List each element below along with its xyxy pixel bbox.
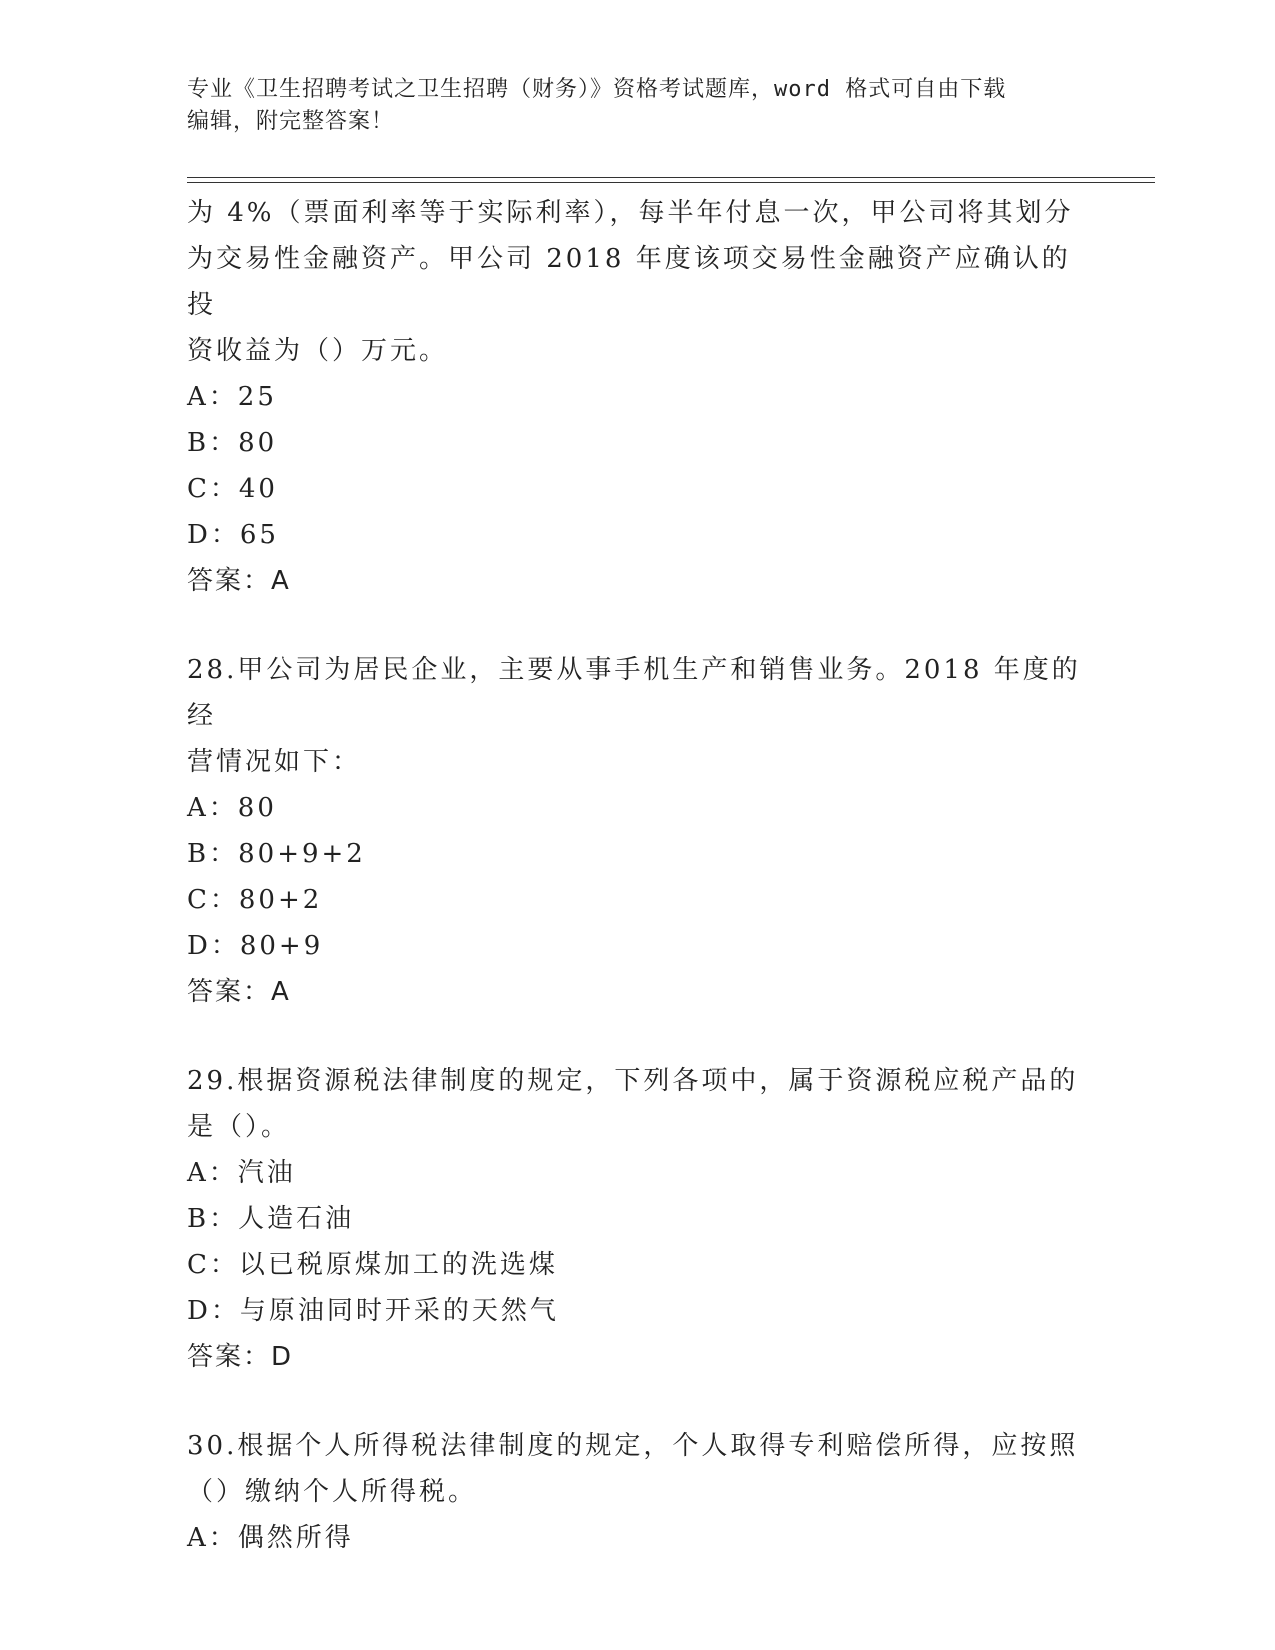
answer-line: 答案：D xyxy=(187,1342,294,1372)
question-text-line: 28.甲公司为居民企业，主要从事手机生产和销售业务。2018 年度的经 xyxy=(187,655,1081,731)
option-c: C：以已税原煤加工的洗选煤 xyxy=(187,1250,558,1280)
header-divider-bottom xyxy=(187,182,1155,183)
header-line-2: 编辑，附完整答案！ xyxy=(187,109,395,134)
option-a: A：偶然所得 xyxy=(187,1523,354,1553)
document-header xyxy=(187,74,1067,138)
question-text-line: 为 4%（票面利率等于实际利率），每半年付息一次，甲公司将其划分 xyxy=(187,198,1074,228)
question-text-line: 营情况如下： xyxy=(187,747,362,777)
option-a: A：汽油 xyxy=(187,1158,296,1188)
question-text-line: 为交易性金融资产。甲公司 2018 年度该项交易性金融资产应确认的投 xyxy=(187,244,1071,320)
option-d: D：与原油同时开采的天然气 xyxy=(187,1296,559,1326)
spacer xyxy=(187,1380,1087,1423)
question-text-line: 29.根据资源税法律制度的规定，下列各项中，属于资源税应税产品的 xyxy=(187,1066,1079,1096)
option-c: C：40 xyxy=(187,474,278,504)
spacer xyxy=(187,604,1087,647)
option-b: B：人造石油 xyxy=(187,1204,355,1234)
answer-line: 答案：A xyxy=(187,977,291,1007)
option-a: A：80 xyxy=(187,793,277,823)
question-block xyxy=(187,1058,1087,1380)
option-c: C：80+2 xyxy=(187,885,323,915)
header-line-1: 专业《卫生招聘考试之卫生招聘（财务）》资格考试题库，word 格式可自由下载 xyxy=(187,77,1007,102)
answer-line: 答案：A xyxy=(187,566,291,596)
spacer xyxy=(187,1015,1087,1058)
option-d: D：65 xyxy=(187,520,279,550)
question-text-line: （）缴纳个人所得税。 xyxy=(187,1477,478,1507)
question-text-line: 30.根据个人所得税法律制度的规定，个人取得专利赔偿所得，应按照 xyxy=(187,1431,1079,1461)
question-text-line: 资收益为（）万元。 xyxy=(187,336,449,366)
option-b: B：80 xyxy=(187,428,278,458)
question-list xyxy=(187,190,1087,1561)
question-block xyxy=(187,1423,1087,1561)
question-block xyxy=(187,647,1087,1015)
option-b: B：80+9+2 xyxy=(187,839,366,869)
header-divider-top xyxy=(187,177,1155,178)
option-d: D：80+9 xyxy=(187,931,324,961)
question-block xyxy=(187,190,1087,604)
option-a: A：25 xyxy=(187,382,277,412)
question-text-line: 是（）。 xyxy=(187,1112,291,1142)
